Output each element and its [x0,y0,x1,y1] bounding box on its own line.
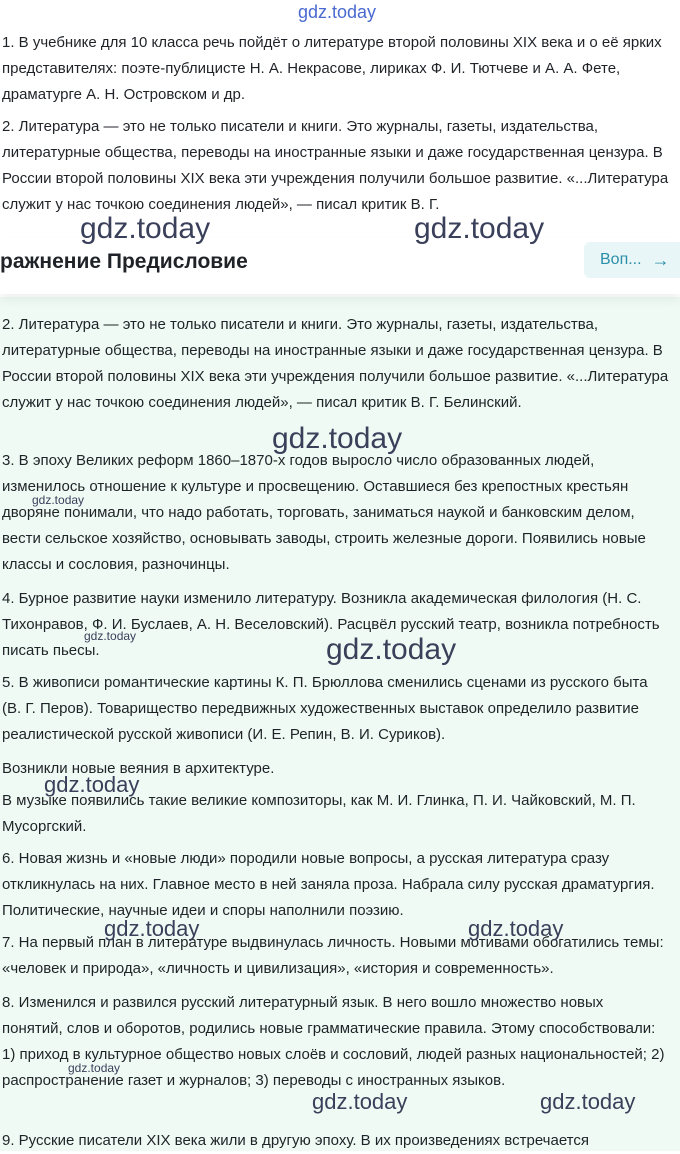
watermark: gdz.today [32,493,85,507]
next-question-label: Воп... [600,251,642,268]
paragraph-7: 7. На первый план в литературе выдвинулась личность. Новыми мотивами обогатились темы: «человек и природа», «личность и цивилизация», «история и современность». [2,934,664,977]
paragraph-5-architecture: Возникли новые веяния в архитектуре. [2,760,275,777]
watermark: gdz.today [298,2,377,22]
paragraph-1: 1. В учебнике для 10 класса речь пойдёт о литературе второй половины XIX века и о её ярких представителях: поэте-публицисте Н. А. Некрасове, лириках Ф. И. Тютчеве и А. А. Фете, драматурге А. Н. Островском и др. [2,34,662,103]
watermark: gdz.today [80,212,211,245]
watermark: gdz.today [468,916,564,941]
arrow-right-icon: → [651,249,670,270]
watermark: gdz.today [104,916,200,941]
exercise-title: ражнение Предисловие [0,250,248,273]
watermark: gdz.today [44,772,140,797]
paragraph-6: 6. Новая жизнь и «новые люди» породили новые вопросы, а русская литература сразу откликнулась на них. Главное место в ней заняла проза. Набрала силу русская драматургия. Политические, научные идеи и споры наполнили поэзию. [2,850,655,919]
sticky-header [0,238,680,294]
paragraph-5: 5. В живописи романтические картины К. П. Брюллова сменились сценами из русского быта (В. Г. Перов). Товарищество передвижных художественных выставок определило развитие реалистической русской живописи (И. Е. Репин, В. И. Суриков). [2,674,648,743]
paragraph-4: 4. Бурное развитие науки изменило литературу. Возникла академическая филология (Н. С. Тихонравов, Ф. И. Буслаев, А. Н. Веселовский). Расцвёл русский театр, возникла потребность писать пьесы. [2,590,660,659]
watermark: gdz.today [312,1089,408,1114]
paragraph-8: 8. Изменился и развился русский литературный язык. В него вошло множество новых понятий, слов и оборотов, родились новые грамматические правила. Этому способствовали: 1) приход в культурное общество новых слоёв и сословий, людей разных национальностей; 2) распространение газет и журналов; 3) переводы с иностранных языков. [2,994,665,1089]
watermark: gdz.today [272,422,403,455]
next-question-button[interactable] [584,242,680,278]
paragraph-3: 3. В эпоху Великих реформ 1860–1870-х годов выросло число образованных людей, изменилось отношение к культуре и просвещению. Оставшиеся без крепостных крестьян дворяне понимали, что надо работать, торговать, заниматься наукой и банковским делом, вести сельское хозяйство, основывать заводы, строить железные дороги. Появились новые классы и сословия, разночинцы. [2,452,646,573]
paragraph-2-top: 2. Литература — это не только писатели и книги. Это журналы, газеты, издательства, литературные общества, переводы на иностранные языки и даже государственная цензура. В России второй половины XIX века эти учреждения получили большое развитие. «...Литература служит у нас точкою соединения людей», — писал критик В. Г. [2,118,669,213]
paragraph-5-music: В музыке появились такие великие композиторы, как М. И. Глинка, П. И. Чайковский, М. П. Мусоргский. [2,792,636,835]
paragraph-2: 2. Литература — это не только писатели и книги. Это журналы, газеты, издательства, литературные общества, переводы на иностранные языки и даже государственная цензура. В России второй половины XIX века эти учреждения получили большое развитие. «...Литература служит у нас точкою соединения людей», — писал критик В. Г. Белинский. [2,316,669,411]
watermark: gdz.today [414,212,545,245]
watermark: gdz.today [68,1061,121,1075]
paragraph-9: 9. Русские писатели XIX века жили в другую эпоху. В их произведениях встречается [2,1132,589,1149]
watermark: gdz.today [540,1089,636,1114]
watermark: gdz.today [326,633,457,666]
watermark: gdz.today [84,629,137,643]
